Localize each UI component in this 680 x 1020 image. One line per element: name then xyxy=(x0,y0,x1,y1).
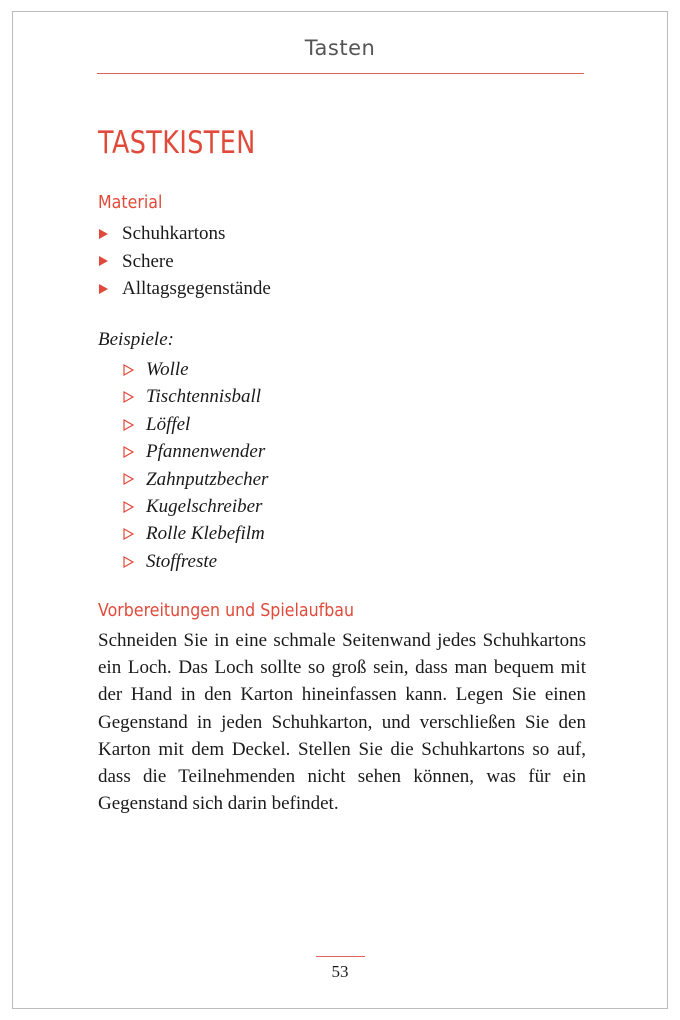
list-item-label: Schere xyxy=(122,250,174,272)
list-item xyxy=(98,220,271,248)
list-item xyxy=(98,275,271,303)
list-item-label: Wolle xyxy=(146,359,189,380)
examples-label: Beispiele: xyxy=(98,329,174,350)
preparation-paragraph: Schneiden Sie in eine schmale Seitenwand jedes Schuhkartons ein Loch. Das Loch sollte so groß sein, dass man bequem mit der Hand in den Karton hineinfassen kann. Legen Sie einen Gegenstand in jeden Schuhkarton, und verschließen Sie den Karton mit dem Deckel. Stellen Sie die Schuhkartons so auf, dass die Teilnehmenden nicht sehen können, was für ein Gegenstand sich darin befindet. xyxy=(98,630,586,815)
list-item-label: Tischtennisball xyxy=(146,386,262,408)
list-item-label: Alltagsgegenstände xyxy=(122,278,271,299)
triangle-outline-icon xyxy=(123,473,134,485)
running-header: Tasten xyxy=(304,36,376,60)
list-item-label: Zahnputzbecher xyxy=(146,468,269,490)
list-item xyxy=(123,520,268,547)
page-number: 53 xyxy=(331,962,349,981)
list-item-label: Pfannenwender xyxy=(146,441,266,463)
list-item-label: Löffel xyxy=(146,413,191,435)
triangle-outline-icon xyxy=(123,528,134,540)
triangle-outline-icon xyxy=(123,556,134,568)
examples-list xyxy=(123,356,268,575)
list-item xyxy=(123,438,268,465)
triangle-filled-icon xyxy=(99,284,108,294)
material-list xyxy=(98,220,271,303)
triangle-outline-icon xyxy=(123,364,134,376)
list-item xyxy=(98,248,271,276)
triangle-outline-icon xyxy=(123,446,134,458)
header-rule xyxy=(97,73,584,74)
list-item-label: Rolle Klebefilm xyxy=(146,523,265,545)
list-item xyxy=(123,411,268,438)
page-title: TASTKISTEN xyxy=(98,125,256,161)
list-item xyxy=(123,493,268,520)
triangle-outline-icon xyxy=(123,419,134,431)
preparation-heading: Vorbereitungen und Spielaufbau xyxy=(98,600,355,621)
list-item xyxy=(123,466,268,493)
material-heading: Material xyxy=(98,192,163,213)
list-item xyxy=(123,356,268,383)
list-item xyxy=(123,383,268,410)
list-item-label: Kugelschreiber xyxy=(146,496,263,518)
list-item xyxy=(123,548,268,575)
triangle-filled-icon xyxy=(99,229,108,239)
triangle-filled-icon xyxy=(99,256,108,266)
triangle-outline-icon xyxy=(123,391,134,403)
triangle-outline-icon xyxy=(123,501,134,513)
list-item-label: Stoffreste xyxy=(146,550,218,572)
list-item-label: Schuhkartons xyxy=(122,223,226,244)
page-number-rule xyxy=(316,956,365,957)
book-page xyxy=(12,11,668,1009)
